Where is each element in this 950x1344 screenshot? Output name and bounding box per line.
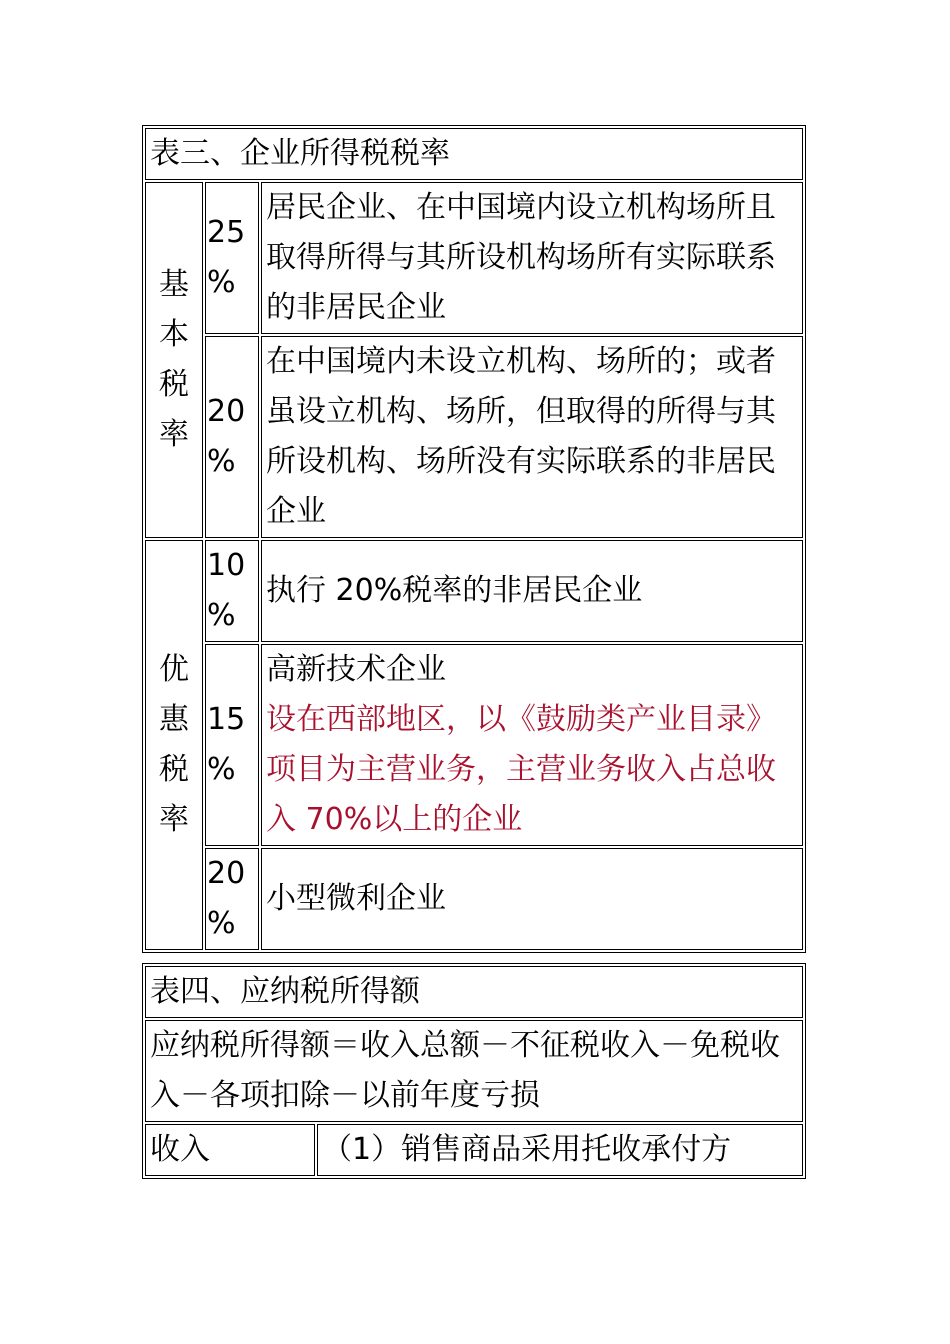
table4-title: 表四、应纳税所得额 bbox=[145, 966, 803, 1018]
rate-25-desc: 居民企业、在中国境内设立机构场所且取得所得与其所设机构场所有实际联系的非居民企业 bbox=[261, 182, 803, 334]
rate-20-basic: 20 % bbox=[205, 336, 259, 538]
rate-15-desc bbox=[261, 644, 803, 846]
rate-25: 25 % bbox=[205, 182, 259, 334]
basic-rate-label: 基 本 税 率 bbox=[145, 182, 203, 538]
rate-20-small-desc: 小型微利企业 bbox=[261, 848, 803, 950]
taxable-income-formula: 应纳税所得额＝收入总额－不征税收入－免税收入－各项扣除－以前年度亏损 bbox=[145, 1020, 803, 1122]
income-label: 收入 bbox=[145, 1124, 315, 1176]
taxable-income-table bbox=[142, 963, 806, 1179]
rate-15: 15 % bbox=[205, 644, 259, 846]
rate-20-small: 20 % bbox=[205, 848, 259, 950]
rate-15-desc-main: 高新技术企业 bbox=[266, 652, 446, 687]
preferential-rate-label: 优 惠 税 率 bbox=[145, 540, 203, 950]
rate-15-desc-highlight: 设在西部地区，以《鼓励类产业目录》项目为主营业务，主营业务收入占总收入 70%以上的企业 bbox=[266, 702, 776, 837]
rate-10-desc: 执行 20%税率的非居民企业 bbox=[261, 540, 803, 642]
rate-10: 10 % bbox=[205, 540, 259, 642]
table3-title: 表三、企业所得税税率 bbox=[145, 128, 803, 180]
income-value: （1）销售商品采用托收承付方 bbox=[317, 1124, 803, 1176]
tax-rate-table bbox=[142, 125, 806, 953]
rate-20-basic-desc: 在中国境内未设立机构、场所的；或者虽设立机构、场所，但取得的所得与其所设机构、场所没有实际联系的非居民企业 bbox=[261, 336, 803, 538]
